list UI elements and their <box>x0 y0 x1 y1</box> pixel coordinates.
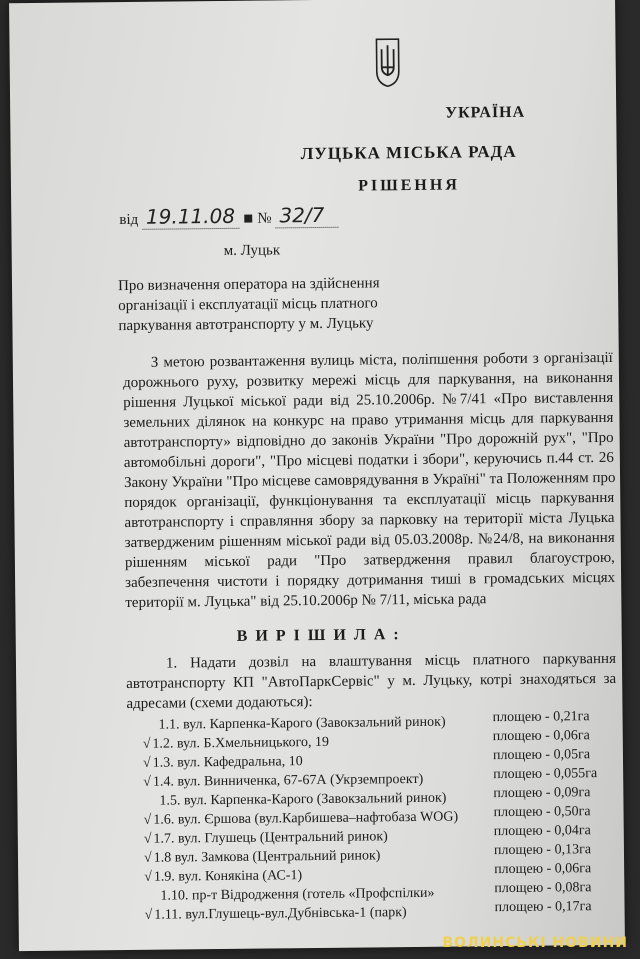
date-value: 19.11.08 <box>142 204 239 230</box>
preamble-line-11: рішенням міської ради "Про затвердження правил благоустрою, <box>124 549 615 572</box>
address-area: площею - 0,06га <box>494 861 592 878</box>
address-item <box>144 848 381 866</box>
address-area: площею - 0,04га <box>493 823 591 840</box>
address-area: площею - 0,13га <box>493 842 592 859</box>
preamble-line-1: З метою розвантаження вулиць міста, поліпшення роботи з організації <box>150 349 613 371</box>
preamble-line-8: порядок організації, функціонування та експлуатації місць паркування <box>124 489 615 512</box>
address-text: 1.4. вул. Винниченка, 67-67А (Укрземпроект) <box>152 771 424 790</box>
clause-1-line-2: автотранспорту КП "АвтоПаркСервіс" у м. Луцьку, котрі знаходяться за <box>126 670 617 693</box>
council-title: ЛУЦЬКА МІСЬКА РАДА <box>300 141 517 164</box>
preamble-line-12: забезпечення чистоти і порядку дотримання тиші в громадських місцях <box>125 569 616 592</box>
address-item <box>143 772 423 791</box>
address-area: площею - 0,05га <box>492 747 591 764</box>
preamble-line-3: рішення Луцької міської ради від 25.10.2006р. №7/41 «Про виставлення <box>123 389 614 412</box>
address-text: 1.2. вул. Б.Хмельницького, 19 <box>152 734 330 752</box>
preamble-line-9: автотранспорту і справляння збору за парковку на території міста Луцька <box>124 509 615 532</box>
check-mark: √ <box>142 736 151 752</box>
address-text: 1.3. вул. Кафедральна, 10 <box>152 754 303 771</box>
date-separator-mark: ▪ <box>242 207 254 227</box>
preamble-line-2: дорожнього руху, розвитку мережі місць для паркування, на виконання <box>122 369 614 392</box>
address-item <box>144 868 302 886</box>
clause-1-line-1: 1. Надати дозвіл на влаштування місць платного паркування <box>165 650 617 672</box>
address-item <box>144 810 459 829</box>
preamble-line-10: затвердженим рішенням міської ради від 05.03.2008р. №24/8, на виконання <box>124 529 615 552</box>
document-page <box>9 0 625 951</box>
number-value: 32/7 <box>275 203 338 229</box>
subject-line-1: Про визначення оператора на здійснення <box>117 275 380 295</box>
check-mark: √ <box>144 869 152 885</box>
preamble-line-7: Закону України "Про місцеве самоврядування в Україні" та Положенням про <box>124 469 616 492</box>
city-name: м. Луцьк <box>223 242 281 259</box>
address-item <box>143 754 303 772</box>
address-area: площею - 0,055га <box>493 766 598 783</box>
preamble-line-4: земельних ділянок на конкурс на право утримання місць для паркування <box>123 409 614 432</box>
address-text: 1.8 вул. Замкова (Центральний ринок) <box>153 848 381 866</box>
address-text: 1.9. вул. Конякіна (АС-1) <box>153 868 303 885</box>
address-text: 1.6. вул. Єршова (вул.Карбишева–нафтобаза WOG) <box>153 809 459 828</box>
decision-title: РІШЕННЯ <box>358 176 460 195</box>
check-mark: √ <box>144 907 153 923</box>
preamble-line-6: автомобільні дороги", "Про місцеві податки і збори", керуючись п.44 ст. 26 <box>123 449 614 472</box>
check-mark: √ <box>143 812 152 828</box>
address-item <box>143 735 329 753</box>
address-area: площею - 0,09га <box>493 785 591 802</box>
check-mark: √ <box>143 850 152 866</box>
country-title: УКРАЇНА <box>445 103 526 122</box>
address-area: площею - 0,21га <box>492 709 590 726</box>
address-area: площею - 0,06га <box>492 728 590 745</box>
check-mark: √ <box>143 831 152 847</box>
date-line <box>119 203 338 229</box>
preamble-line-13: території м. Луцька" від 25.10.2006р № 7/11, міська рада <box>125 591 487 612</box>
address-item <box>157 791 446 810</box>
preamble-line-5: автотранспорту» відповідно до законів України "Про дорожній рух", "Про <box>123 429 614 452</box>
address-item <box>158 886 434 905</box>
check-mark: √ <box>143 774 151 790</box>
address-item <box>144 829 388 848</box>
resolved-heading: В И Р І Ш И Л А : <box>236 626 401 645</box>
address-text: 1.10. пр-т Відродження (готель «Профспілки» <box>160 885 435 904</box>
address-text: 1.7. вул. Глушець (Центральний ринок) <box>153 829 388 847</box>
date-prefix: від <box>119 211 139 229</box>
address-item <box>145 905 407 924</box>
address-text: 1.5. вул. Карпенка-Карого (Завокзальний ринок) <box>159 790 447 809</box>
address-area: площею - 0,17га <box>494 899 592 916</box>
address-item <box>157 715 446 734</box>
address-text: 1.1. вул. Карпенка-Карого (Завокзальний ринок) <box>158 714 446 733</box>
address-text: 1.11. вул.Глушець-вул.Дубнівська-1 (парк) <box>154 905 407 923</box>
address-area: площею - 0,08га <box>494 880 592 897</box>
watermark-logo: ВОЛИНСЬКІ НОВИНИ <box>442 935 628 951</box>
address-area: площею - 0,50га <box>493 804 591 821</box>
subject-line-2: організації і експлуатації місць платного <box>118 295 378 315</box>
trident-emblem-icon <box>373 37 402 87</box>
number-prefix: № <box>257 210 272 227</box>
check-mark: √ <box>142 755 151 771</box>
clause-1-line-3: адресами (схеми додаються): <box>126 694 313 713</box>
subject-line-3: паркування автотранспорту у м. Луцьку <box>118 315 374 335</box>
